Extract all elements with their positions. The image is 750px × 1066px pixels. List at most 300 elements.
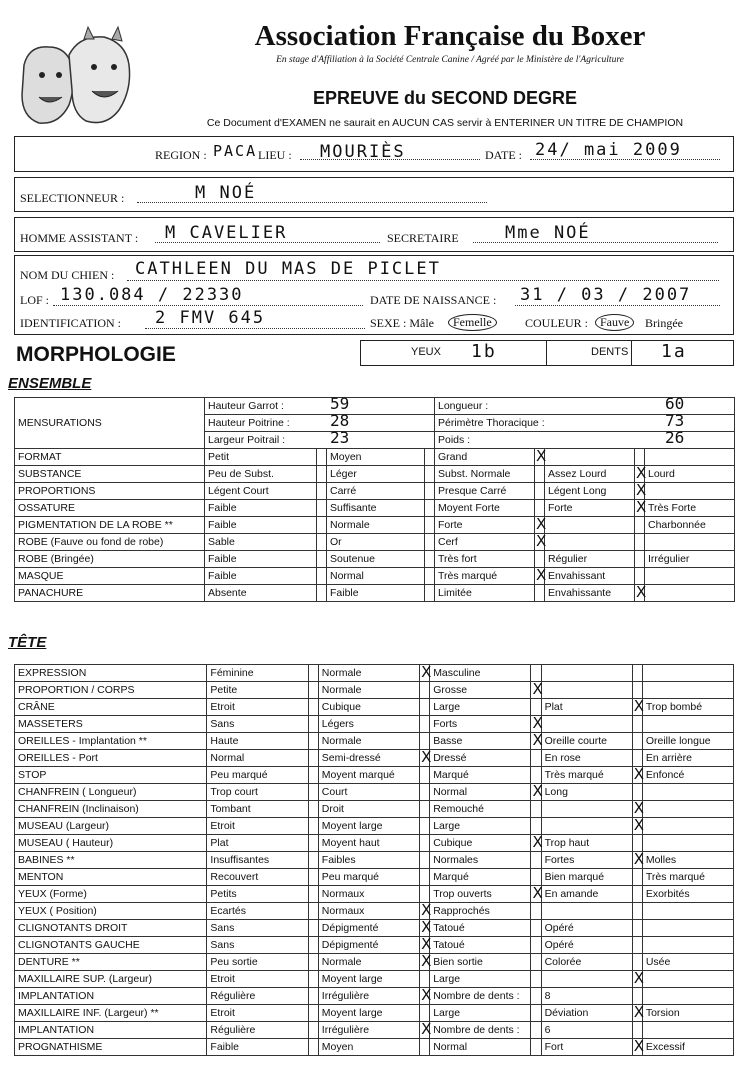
criteria-row [15,449,735,466]
checkbox-cell[interactable] [635,449,645,466]
criteria-option: Bien sortie [430,954,531,971]
criteria-option: Long [541,784,632,801]
criteria-option [541,903,632,920]
dents-value: 1a [661,341,687,362]
checkbox-cell[interactable] [531,971,541,988]
criteria-row [15,1005,734,1022]
checkbox-cell[interactable] [308,801,318,818]
checkbox-cell[interactable] [420,903,430,920]
criteria-option: Normale [318,733,419,750]
checkbox-cell[interactable] [632,954,642,971]
criteria-option: Oreille longue [642,733,733,750]
criteria-option: Faible [205,551,317,568]
checkbox-cell[interactable] [632,1039,642,1056]
region-row [14,136,734,172]
criteria-option: Nombre de dents : [430,1022,531,1039]
hauteur-garrot-label: Hauteur Garrot : [208,400,284,412]
morphologie-title: MORPHOLOGIE [16,343,176,366]
checkbox-cell[interactable] [425,517,435,534]
criteria-option: Léger [327,466,425,483]
checkbox-cell[interactable] [317,449,327,466]
check-mark-icon: X [532,782,543,800]
criteria-option: Lourd [645,466,735,483]
criteria-option [642,665,733,682]
checkbox-cell[interactable] [632,835,642,852]
checkbox-cell[interactable] [632,937,642,954]
checkbox-cell[interactable] [635,551,645,568]
checkbox-cell[interactable] [308,733,318,750]
criteria-option: Nombre de dents : [430,988,531,1005]
checkbox-cell[interactable] [308,1022,318,1039]
criteria-option: Envahissante [545,585,635,602]
yeux-dents-box [360,340,734,366]
checkbox-cell[interactable] [425,466,435,483]
criteria-label: PROPORTIONS [15,483,205,500]
criteria-option: Large [430,699,531,716]
criteria-option: Très fort [435,551,535,568]
checkbox-cell[interactable] [531,954,541,971]
criteria-option: Normale [318,665,419,682]
checkbox-cell[interactable] [317,568,327,585]
criteria-option [642,988,733,1005]
checkbox-cell[interactable] [420,1005,430,1022]
check-mark-icon: X [633,850,644,868]
criteria-row [15,665,734,682]
checkbox-cell[interactable] [308,682,318,699]
checkbox-cell[interactable] [308,699,318,716]
check-mark-icon: X [633,969,644,987]
criteria-label: MENTON [15,869,207,886]
criteria-option: En rose [541,750,632,767]
criteria-row [15,568,735,585]
criteria-option: Sable [205,534,317,551]
checkbox-cell[interactable] [425,483,435,500]
criteria-option [541,801,632,818]
checkbox-cell[interactable] [635,500,645,517]
checkbox-cell[interactable] [420,886,430,903]
criteria-option: Déviation [541,1005,632,1022]
naissance-value: 31 / 03 / 2007 [520,285,692,305]
criteria-label: ROBE (Fauve ou fond de robe) [15,534,205,551]
checkbox-cell[interactable] [420,801,430,818]
criteria-option: Cerf [435,534,535,551]
checkbox-cell[interactable] [308,767,318,784]
mensurations-label: MENSURATIONS [15,398,205,449]
checkbox-cell[interactable] [535,483,545,500]
criteria-label: OREILLES - Implantation ** [15,733,207,750]
criteria-option: Très marqué [435,568,535,585]
criteria-label: YEUX (Forme) [15,886,207,903]
checkbox-cell[interactable] [425,568,435,585]
checkbox-cell[interactable] [531,750,541,767]
checkbox-cell[interactable] [420,767,430,784]
checkbox-cell[interactable] [308,869,318,886]
criteria-label: EXPRESSION [15,665,207,682]
criteria-label: SUBSTANCE [15,466,205,483]
criteria-option [545,517,635,534]
criteria-option: Trop bombé [642,699,733,716]
criteria-option: Exorbités [642,886,733,903]
checkbox-cell[interactable] [425,534,435,551]
checkbox-cell[interactable] [632,886,642,903]
criteria-row [15,699,734,716]
checkbox-cell[interactable] [531,784,541,801]
criteria-option: Normal [430,1039,531,1056]
checkbox-cell[interactable] [317,517,327,534]
criteria-option [645,585,735,602]
checkbox-cell[interactable] [632,767,642,784]
checkbox-cell[interactable] [632,699,642,716]
criteria-row [15,937,734,954]
criteria-option: Bien marqué [541,869,632,886]
largeur-poitrail-value: 23 [330,428,350,447]
check-mark-icon: X [536,532,547,550]
criteria-label: MAXILLAIRE SUP. (Largeur) [15,971,207,988]
criteria-option: Enfoncé [642,767,733,784]
checkbox-cell[interactable] [531,767,541,784]
check-mark-icon: X [633,816,644,834]
checkbox-cell[interactable] [317,500,327,517]
checkbox-cell[interactable] [531,869,541,886]
selectionneur-row [14,177,734,212]
largeur-poitrail-label: Largeur Poitrail : [208,434,286,446]
criteria-option: Plat [207,835,308,852]
criteria-option: Très marqué [642,869,733,886]
checkbox-cell[interactable] [531,1022,541,1039]
checkbox-cell[interactable] [632,1005,642,1022]
longueur-value: 60 [665,394,685,413]
lieu-label: LIEU : [258,148,292,162]
secretaire-value: Mme NOÉ [505,223,591,243]
checkbox-cell[interactable] [425,551,435,568]
checkbox-cell[interactable] [308,665,318,682]
poids-label: Poids : [438,434,471,446]
checkbox-cell[interactable] [425,449,435,466]
criteria-option: Moyen [327,449,425,466]
checkbox-cell[interactable] [317,466,327,483]
region-label: REGION : [155,148,207,162]
checkbox-cell[interactable] [420,750,430,767]
criteria-option: Presque Carré [435,483,535,500]
criteria-option: Sans [207,920,308,937]
checkbox-cell[interactable] [632,784,642,801]
check-mark-icon: X [421,901,432,919]
checkbox-cell[interactable] [632,1022,642,1039]
checkbox-cell[interactable] [531,665,541,682]
criteria-option: Faible [327,585,425,602]
checkbox-cell[interactable] [420,869,430,886]
criteria-option: Faible [205,568,317,585]
criteria-option: Trop ouverts [430,886,531,903]
criteria-option [545,534,635,551]
criteria-row [15,551,735,568]
couleur-other: Bringée [645,316,683,330]
checkbox-cell[interactable] [531,733,541,750]
exam-notice: Ce Document d'EXAMEN ne saurait en AUCUN CAS servir à ENTERINER UN TITRE DE CHAMPION [206,117,684,129]
criteria-option: Faible [207,1039,308,1056]
criteria-option: Peu de Subst. [205,466,317,483]
criteria-option: Faible [205,517,317,534]
dents-label: DENTS [591,346,629,358]
criteria-option [645,534,735,551]
checkbox-cell[interactable] [308,716,318,733]
checkbox-cell[interactable] [420,920,430,937]
nom-label: NOM DU CHIEN : [20,268,115,282]
checkbox-cell[interactable] [308,750,318,767]
check-mark-icon: X [421,935,432,953]
checkbox-cell[interactable] [308,852,318,869]
tete-table [14,664,734,1056]
checkbox-cell[interactable] [317,534,327,551]
criteria-option [541,818,632,835]
checkbox-cell[interactable] [420,699,430,716]
checkbox-cell[interactable] [535,568,545,585]
criteria-option: Large [430,1005,531,1022]
checkbox-cell[interactable] [635,568,645,585]
criteria-option: Légers [318,716,419,733]
criteria-option: Suffisante [327,500,425,517]
criteria-option [642,682,733,699]
criteria-option: Carré [327,483,425,500]
checkbox-cell[interactable] [632,971,642,988]
checkbox-cell[interactable] [635,585,645,602]
check-mark-icon: X [421,986,432,1004]
criteria-option: Moyent large [318,818,419,835]
criteria-option: 8 [541,988,632,1005]
checkbox-cell[interactable] [635,483,645,500]
criteria-option: Cubique [430,835,531,852]
check-mark-icon: X [636,464,647,482]
criteria-row [15,1039,734,1056]
check-mark-icon: X [532,714,543,732]
criteria-option: Petit [205,449,317,466]
checkbox-cell[interactable] [531,886,541,903]
checkbox-cell[interactable] [425,585,435,602]
checkbox-cell[interactable] [535,585,545,602]
checkbox-cell[interactable] [635,466,645,483]
criteria-option: Oreille courte [541,733,632,750]
criteria-option: Semi-dressé [318,750,419,767]
checkbox-cell[interactable] [535,466,545,483]
checkbox-cell[interactable] [632,852,642,869]
checkbox-cell[interactable] [531,937,541,954]
checkbox-cell[interactable] [632,920,642,937]
lof-value: 130.084 / 22330 [60,285,244,305]
checkbox-cell[interactable] [420,784,430,801]
check-mark-icon: X [633,697,644,715]
criteria-option: Etroit [207,699,308,716]
checkbox-cell[interactable] [531,835,541,852]
checkbox-cell[interactable] [535,517,545,534]
criteria-option: Masculine [430,665,531,682]
check-mark-icon: X [633,1037,644,1055]
checkbox-cell[interactable] [535,534,545,551]
criteria-option: Irrégulière [318,1022,419,1039]
checkbox-cell[interactable] [308,886,318,903]
checkbox-cell[interactable] [535,551,545,568]
criteria-row [15,517,735,534]
criteria-option [541,716,632,733]
criteria-option: Etroit [207,1005,308,1022]
checkbox-cell[interactable] [308,920,318,937]
checkbox-cell[interactable] [420,835,430,852]
checkbox-cell[interactable] [420,937,430,954]
checkbox-cell[interactable] [632,988,642,1005]
criteria-option: 6 [541,1022,632,1039]
criteria-option: Régulière [207,1022,308,1039]
criteria-option: Torsion [642,1005,733,1022]
criteria-option: Normaux [318,903,419,920]
assistant-row [14,217,734,252]
criteria-option [541,971,632,988]
criteria-label: PROPORTION / CORPS [15,682,207,699]
criteria-option: Excessif [642,1039,733,1056]
criteria-option: Envahissant [545,568,635,585]
checkbox-cell[interactable] [531,818,541,835]
criteria-row [15,716,734,733]
criteria-option [642,801,733,818]
checkbox-cell[interactable] [531,903,541,920]
checkbox-cell[interactable] [632,665,642,682]
criteria-option: Sans [207,937,308,954]
checkbox-cell[interactable] [531,699,541,716]
criteria-option [645,449,735,466]
criteria-option [642,818,733,835]
criteria-option: Rapprochés [430,903,531,920]
criteria-option: Forts [430,716,531,733]
checkbox-cell[interactable] [420,682,430,699]
lof-label: LOF : [20,293,50,307]
criteria-label: PIGMENTATION DE LA ROBE ** [15,517,205,534]
criteria-option: Cubique [318,699,419,716]
criteria-label: OREILLES - Port [15,750,207,767]
checkbox-cell[interactable] [632,733,642,750]
checkbox-cell[interactable] [420,818,430,835]
check-mark-icon: X [633,765,644,783]
checkbox-cell[interactable] [632,750,642,767]
checkbox-cell[interactable] [317,551,327,568]
criteria-row [15,750,734,767]
checkbox-cell[interactable] [535,500,545,517]
checkbox-cell[interactable] [632,818,642,835]
criteria-option: Recouvert [207,869,308,886]
checkbox-cell[interactable] [420,733,430,750]
criteria-option [545,449,635,466]
checkbox-cell[interactable] [420,852,430,869]
checkbox-cell[interactable] [308,1039,318,1056]
criteria-option: Forte [545,500,635,517]
criteria-row [15,818,734,835]
criteria-row [15,534,735,551]
criteria-option: Normale [327,517,425,534]
checkbox-cell[interactable] [308,971,318,988]
checkbox-cell[interactable] [632,682,642,699]
criteria-option: Opéré [541,937,632,954]
criteria-option: En arrière [642,750,733,767]
criteria-option: Tatoué [430,937,531,954]
criteria-option [541,682,632,699]
check-mark-icon: X [633,1003,644,1021]
checkbox-cell[interactable] [308,1005,318,1022]
checkbox-cell[interactable] [531,682,541,699]
criteria-option: Petite [207,682,308,699]
association-title: Association Française du Boxer [254,20,646,52]
checkbox-cell[interactable] [308,903,318,920]
checkbox-cell[interactable] [531,852,541,869]
checkbox-cell[interactable] [531,801,541,818]
checkbox-cell[interactable] [308,937,318,954]
criteria-row [15,733,734,750]
yeux-label: YEUX [411,346,441,358]
checkbox-cell[interactable] [632,801,642,818]
criteria-option: Légent Court [205,483,317,500]
criteria-option: Normal [327,568,425,585]
criteria-option: Faibles [318,852,419,869]
checkbox-cell[interactable] [308,988,318,1005]
checkbox-cell[interactable] [420,1022,430,1039]
checkbox-cell[interactable] [308,818,318,835]
checkbox-cell[interactable] [535,449,545,466]
checkbox-cell[interactable] [635,534,645,551]
checkbox-cell[interactable] [531,1039,541,1056]
checkbox-cell[interactable] [308,784,318,801]
checkbox-cell[interactable] [317,585,327,602]
checkbox-cell[interactable] [632,869,642,886]
criteria-option: Sans [207,716,308,733]
criteria-option: Remouché [430,801,531,818]
criteria-option: Normale [318,682,419,699]
checkbox-cell[interactable] [420,954,430,971]
criteria-option: Normale [318,954,419,971]
checkbox-cell[interactable] [531,716,541,733]
checkbox-cell[interactable] [420,971,430,988]
checkbox-cell[interactable] [308,954,318,971]
checkbox-cell[interactable] [632,903,642,920]
sexe-value: Femelle [448,314,497,331]
check-mark-icon: X [421,952,432,970]
criteria-label: MASQUE [15,568,205,585]
criteria-row [15,1022,734,1039]
checkbox-cell[interactable] [531,988,541,1005]
selectionneur-value: M NOÉ [195,183,257,203]
checkbox-cell[interactable] [420,716,430,733]
criteria-option: Assez Lourd [545,466,635,483]
checkbox-cell[interactable] [635,517,645,534]
longueur-label: Longueur : [438,400,489,412]
checkbox-cell[interactable] [308,835,318,852]
criteria-option: Marqué [430,869,531,886]
checkbox-cell[interactable] [420,988,430,1005]
checkbox-cell[interactable] [420,665,430,682]
criteria-label: MAXILLAIRE INF. (Largeur) ** [15,1005,207,1022]
criteria-row [15,886,734,903]
criteria-option: Régulière [207,988,308,1005]
identification-value: 2 FMV 645 [155,308,266,328]
criteria-label: CHANFREIN (Inclinaison) [15,801,207,818]
criteria-option: Court [318,784,419,801]
checkbox-cell[interactable] [317,483,327,500]
checkbox-cell[interactable] [420,1039,430,1056]
check-mark-icon: X [536,447,547,465]
checkbox-cell[interactable] [425,500,435,517]
criteria-row [15,835,734,852]
naissance-label: DATE DE NAISSANCE : [370,293,497,307]
checkbox-cell[interactable] [531,1005,541,1022]
checkbox-cell[interactable] [632,716,642,733]
couleur-value: Fauve [595,314,634,331]
criteria-option: Marqué [430,767,531,784]
checkbox-cell[interactable] [531,920,541,937]
